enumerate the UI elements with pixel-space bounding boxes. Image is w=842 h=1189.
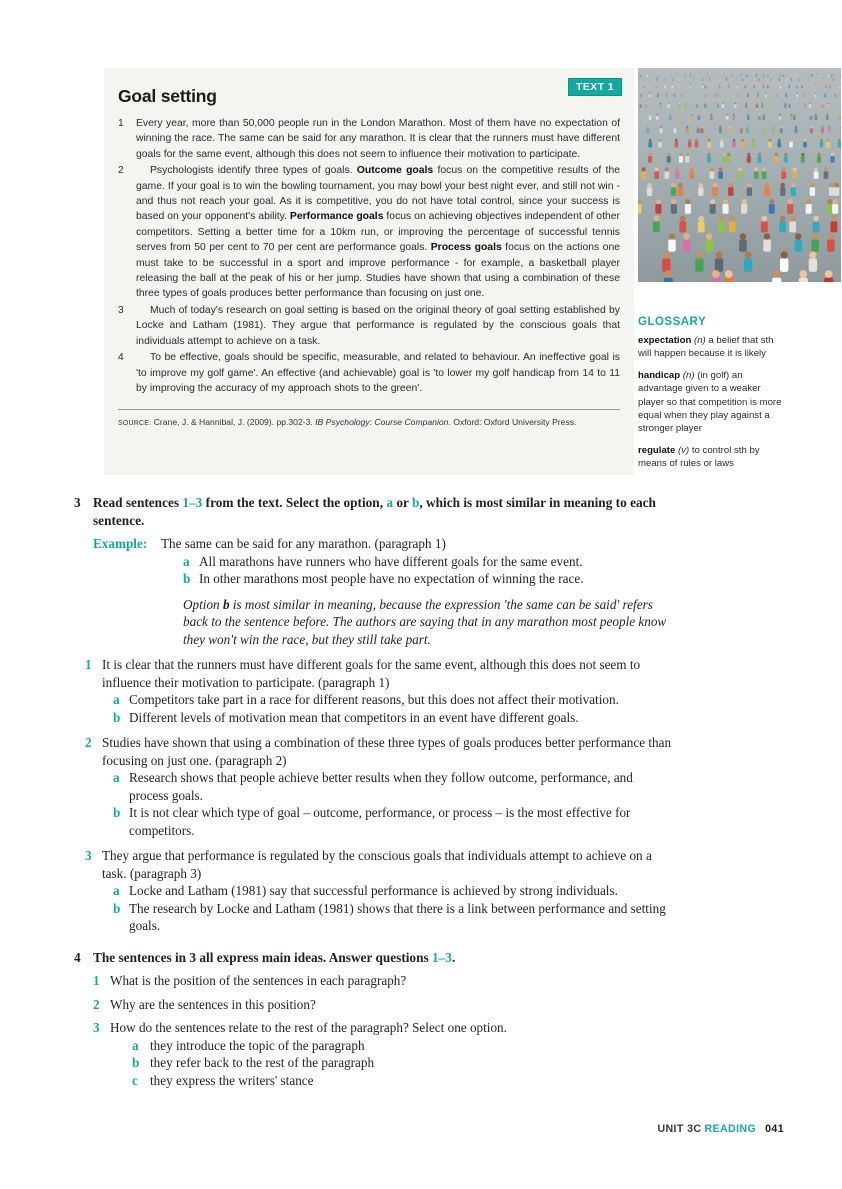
exercise-4-instruction: [93, 949, 674, 967]
option-list: [102, 882, 674, 935]
answer-option[interactable]: [110, 1037, 674, 1055]
ex4-instr-range: 1–3: [431, 949, 452, 965]
answer-option[interactable]: [102, 882, 674, 900]
exercise-3: [74, 494, 674, 935]
source-divider: [118, 409, 620, 410]
exercise-3-number: 3: [74, 495, 81, 510]
paragraph-number: 3: [118, 304, 124, 316]
question-body: [110, 1019, 674, 1089]
option-letter: b: [113, 805, 121, 820]
instr-seg-mid: or: [393, 495, 412, 510]
explanation-seg-1: Option: [183, 596, 223, 612]
exercise-section: [74, 494, 674, 1103]
paragraph-text: Much of today's research on goal setting is based on the original theory of goal setting established by Locke and Latham (1981). They argue that performance is regulated by the conscious goals that individuals attempt to achieve on a task.: [136, 304, 620, 347]
instr-seg-3: , which is most similar in meaning to each sentence.: [93, 495, 656, 528]
footer-section: READING: [704, 1123, 757, 1135]
question-body: [110, 972, 674, 990]
question-stem: What is the position of the sentences in each paragraph?: [110, 973, 407, 988]
option-text: All marathons have runners who have different goals for the same event.: [199, 553, 583, 569]
question-stem: It is clear that the runners must have different goals for the same event, although this does not seem to influence their motivation to participate. (paragraph 1): [102, 657, 641, 690]
exercise-4-number: 4: [74, 949, 81, 965]
passage-paragraph: [118, 163, 620, 302]
option-text: they refer back to the rest of the paragraph: [150, 1055, 375, 1070]
option-text: Research shows that people achieve better results when they follow outcome, performance, and process goals.: [129, 770, 633, 803]
glossary-term: expectation: [638, 335, 692, 346]
glossary-entry: [638, 444, 784, 471]
answer-option[interactable]: [102, 769, 674, 804]
glossary-definition: to control sth by means of rules or laws: [638, 444, 760, 470]
exercise-3-question-list: [74, 656, 674, 935]
source-text: Crane, J. & Hannibal, J. (2009). pp.302-3. IB Psychology: Course Companion. Oxford: Oxford University Press.: [153, 417, 577, 428]
instr-seg-2: from the text. Select the option,: [202, 495, 387, 510]
passage-paragraph: [118, 116, 620, 162]
glossary-pos: (v): [678, 444, 690, 456]
question-number: 2: [93, 996, 100, 1012]
option-letter: b: [132, 1055, 140, 1070]
option-list: [110, 1037, 674, 1090]
option-text: they introduce the topic of the paragraph: [150, 1037, 365, 1053]
passage-paragraph: [118, 350, 620, 396]
question-number: 1: [85, 657, 92, 672]
option-list: [102, 691, 674, 726]
question-item: [74, 972, 674, 990]
exercise-4-heading: [74, 949, 674, 967]
option-text: It is not clear which type of goal – outcome, performance, or process – is the most effective for competitors.: [129, 805, 631, 838]
example-stem: The same can be said for any marathon. (paragraph 1): [161, 536, 446, 551]
exercise-4-question-list: [74, 972, 674, 1089]
answer-option[interactable]: [161, 570, 674, 588]
footer-page-number: 041: [765, 1123, 784, 1135]
glossary-entry: [638, 369, 784, 436]
example-explanation: [161, 596, 674, 649]
question-body: [102, 847, 674, 935]
footer-unit: UNIT 3C: [657, 1123, 702, 1135]
explanation-seg-2: is most similar in meaning, because the expression 'the same can be said' refers back to the sentence before. The authors are saying that in any marathon most people know they won't win the race, but they still take part.: [183, 596, 667, 647]
answer-option[interactable]: [110, 1054, 674, 1072]
option-letter: a: [183, 553, 190, 569]
glossary-definition: an advantage given to a weaker player so that competition is more equal when they play against a stronger player: [638, 369, 782, 435]
question-number: 2: [85, 735, 92, 750]
passage-paragraph: [118, 303, 620, 349]
glossary-entry: [638, 334, 784, 361]
paragraph-text: Psychologists identify three types of goals. Outcome goals focus on the competitive results of the game. If your goal is to win the bowling tournament, you may bowl your best night ever, and still not win - and thus not reach your goal. As it is competitive, you do not have total control, since your success is based on your opponent's ability. Performance goals focus on achieving objectives independent of other competitors. Setting a better time for a 10km run, or improving the percentage of successful tennis serves from 50 per cent to 70 per cent are performance goals. Process goals focus on the actions one must take to be successful in a sport and improve performance - for example, a basketball player releasing the ball at the peak of his or her jump. Studies have shown that using a combination of these three types of goals produces better performance than focusing on just one.: [136, 165, 621, 300]
exercise-3-heading: [74, 494, 674, 529]
marathon-runners-photo: [638, 68, 841, 282]
answer-option[interactable]: [161, 553, 674, 571]
paragraph-text: Every year, more than 50,000 people run in the London Marathon. Most of them have no expectation of winning the race. The same can be said for any marathon. It is clear that the runners must have different goals for the same event, although this does not seem to influence their motivation to participate.: [136, 118, 620, 160]
option-letter: a: [132, 1037, 139, 1053]
glossary-pos: (n): [682, 369, 695, 381]
instr-option-a: a: [386, 495, 394, 510]
glossary-panel: [638, 316, 784, 479]
paragraph-number: 2: [118, 165, 124, 177]
glossary-pos: (n): [694, 335, 706, 346]
option-letter: a: [113, 770, 120, 785]
crowd-illustration: [638, 68, 841, 282]
question-number: 1: [93, 973, 100, 988]
question-stem: They argue that performance is regulated by the conscious goals that individuals attempt to achieve on a task. (paragraph 3): [102, 848, 652, 881]
answer-option[interactable]: [110, 1072, 674, 1090]
question-item: [74, 996, 674, 1014]
answer-option[interactable]: [102, 691, 674, 709]
question-stem: Why are the sentences in this position?: [110, 996, 316, 1012]
example-option-list: [161, 553, 674, 588]
explanation-option-letter: b: [222, 596, 230, 612]
answer-option[interactable]: [102, 709, 674, 727]
source-citation: [118, 416, 620, 430]
option-text: In other marathons most people have no expectation of winning the race.: [199, 571, 584, 586]
option-text: they express the writers' stance: [150, 1072, 314, 1088]
glossary-title: GLOSSARY: [638, 316, 707, 328]
option-list: [102, 769, 674, 839]
option-letter: a: [113, 883, 120, 898]
option-letter: a: [113, 692, 120, 707]
exercise-3-instruction: [93, 494, 674, 529]
question-stem: How do the sentences relate to the rest of the paragraph? Select one option.: [110, 1020, 507, 1035]
source-title: IB Psychology: Course Companion.: [315, 417, 451, 428]
example-block: [74, 535, 674, 648]
example-label: Example:: [93, 536, 148, 551]
passage-paragraph-list: [118, 116, 620, 396]
question-item: [74, 656, 674, 726]
instr-option-b: b: [411, 495, 420, 510]
glossary-term: regulate: [638, 444, 676, 456]
option-text: The research by Locke and Latham (1981) shows that there is a link between performance and setting goals.: [129, 900, 666, 933]
exercise-4: [74, 949, 674, 1090]
glossary-definition: a belief that sth will happen because it is likely: [638, 335, 774, 360]
glossary-term: handicap: [638, 369, 681, 381]
paragraph-number: 1: [118, 118, 124, 129]
glossary-qualifier: (in golf): [697, 369, 730, 381]
answer-option[interactable]: [102, 900, 674, 935]
instr-range: 1–3: [182, 495, 203, 510]
option-letter: c: [132, 1072, 138, 1088]
text-number-badge: TEXT 1: [568, 78, 622, 96]
option-letter: b: [113, 709, 121, 725]
page-title: Goal setting: [118, 86, 217, 106]
question-number: 3: [85, 848, 92, 863]
question-body: [102, 656, 674, 726]
question-stem: Studies have shown that using a combination of these three types of goals produces better performance than focusing on just one. (paragraph 2): [102, 735, 672, 768]
ex4-instr-seg-1: The sentences in 3 all express main ideas. Answer questions: [93, 949, 432, 965]
source-label: SOURCE:: [118, 420, 152, 428]
paragraph-number: 4: [118, 352, 124, 364]
ex4-instr-seg-2: .: [451, 949, 456, 965]
question-body: [102, 734, 674, 839]
reading-passage-panel: [104, 68, 634, 475]
option-text: Competitors take part in a race for different reasons, but this does not affect their motivation.: [129, 692, 619, 707]
option-text: Locke and Latham (1981) say that successful performance is achieved by strong individuals.: [129, 883, 618, 898]
page-footer: [657, 1123, 784, 1135]
question-item: [74, 847, 674, 935]
instr-seg-1: Read sentences: [93, 495, 183, 510]
question-item: [74, 734, 674, 839]
option-text: Different levels of motivation mean that competitors in an event have different goals.: [129, 709, 579, 725]
glossary-entry-list: [638, 334, 784, 471]
example-body: [161, 535, 674, 648]
question-body: [110, 996, 674, 1014]
option-letter: b: [183, 571, 191, 586]
paragraph-text: To be effective, goals should be specific, measurable, and related to behaviour. An ineffective goal is 'to improve my golf game'. An effective (and achievable) goal is 'to lower my golf handicap from 14 to 11 by improving the accuracy of my approach shots to the green'.: [136, 352, 620, 394]
question-item: [74, 1019, 674, 1089]
question-number: 3: [93, 1020, 100, 1035]
answer-option[interactable]: [102, 804, 674, 839]
option-letter: b: [113, 900, 121, 916]
